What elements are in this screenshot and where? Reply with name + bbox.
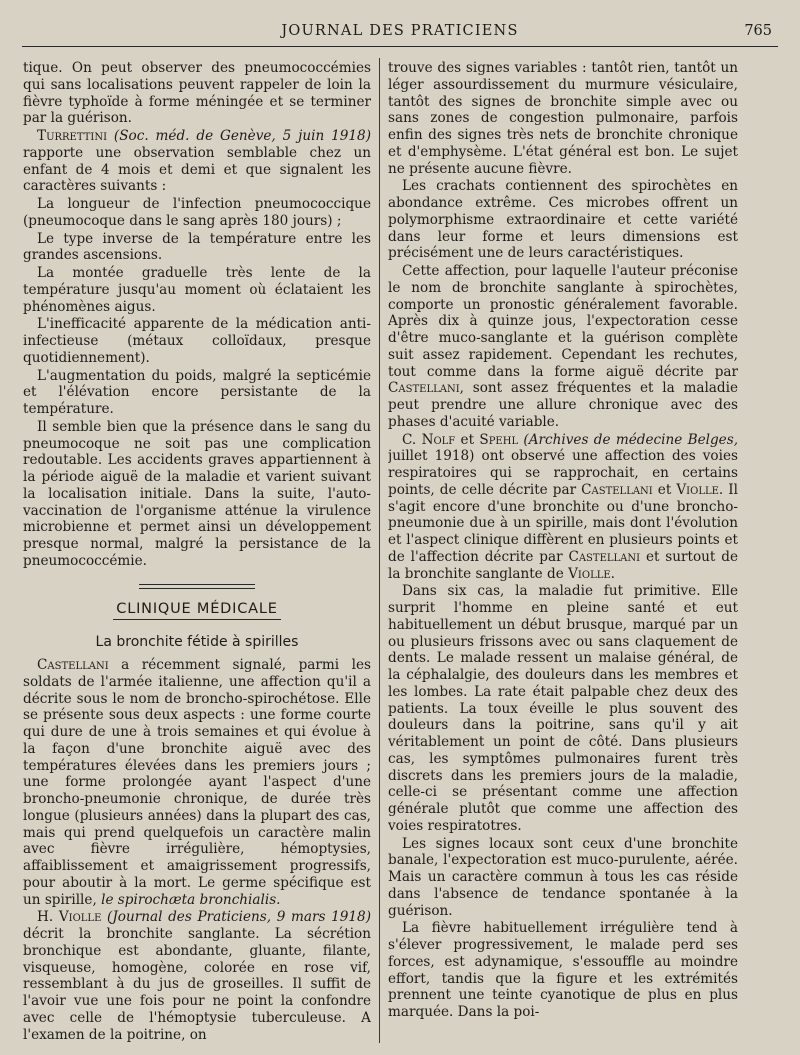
paragraph: L'augmentation du poids, malgré la septicémie et l'élévation encore persistante de la température.	[23, 367, 371, 417]
paragraph: La fièvre habituellement irrégulière tend à s'élever progressivement, le malade perd ses forces, est adynamique, s'essouffle au moindre effort, tandis que la figure et les extrémités prennent une teinte cyanotique de plus en plus marquée. Dans la poi-	[388, 920, 738, 1020]
author-name: Violle	[568, 565, 611, 582]
paragraph: Les crachats contiennent des spirochètes en abondance extrême. Ces microbes offrent un polymorphisme extraordinaire et cette variété dans leur forme et leurs dimensions est précisément une de leurs caractéristiques.	[388, 178, 738, 262]
paragraph: La longueur de l'infection pneumococcique (pneumocoque dans le sang après 180 jours) ;	[23, 196, 371, 229]
author-name: Castellani	[37, 657, 109, 673]
right-column	[388, 60, 738, 1045]
author-name: Castellani	[581, 481, 653, 498]
journal-title: JOURNAL DES PRATICIENS	[281, 23, 519, 39]
paragraph: tique. On peut observer des pneumococcémies qui sans localisations peuvent rappeler de loin la fièvre typhoïde à forme méningée et se terminer par la guérison.	[23, 60, 371, 127]
column-divider	[379, 58, 380, 1043]
author-name: Nolf	[421, 431, 456, 448]
left-column	[23, 60, 371, 1045]
author-name: H. Violle	[37, 909, 102, 926]
paragraph: Cette affection, pour laquelle l'auteur préconise le nom de bronchite sanglante à spirochètes, comporte un pronostic généralement favorable. Après dix à quinze jous, l'expectoration cesse d'être muco-sanglante et la guérison complète suit assez rapidement. Cependant les rechutes, tout comme dans la forme aiguë décrite par Castellani, sont assez fréquentes et la maladie peut prendre une allure chronique avec des phases d'acuité variable.	[388, 263, 738, 430]
section-underline	[113, 619, 281, 620]
paragraph: Il semble bien que la présence dans le sang du pneumocoque ne soit pas une complication redoutable. Les accidents graves appartiennent à la période aiguë de la maladie et varient suivant la localisation initiale. Dans la suite, l'auto-vaccination de l'organisme atténue la virulence microbienne et permet ainsi un développement presque normal, malgré la persistance de la pneumococcémie.	[23, 418, 371, 569]
section-rule	[139, 584, 255, 589]
paragraph: Le type inverse de la température entre les grandes ascensions.	[23, 230, 371, 264]
paragraph: H. Violle (Journal des Praticiens, 9 mars 1918) décrit la bronchite sanglante. La sécrétion bronchique est abondante, gluante, filante, visqueuse, homogène, colorée en rose vif, ressemblant à du jus de groseilles. Il suffit de l'avoir vue une fois pour ne point la confondre avec celle de l'hémoptysie tuberculeuse. A l'examen de la poitrine, on	[23, 909, 371, 1043]
article-title: La bronchite fétide à spirilles	[95, 634, 299, 651]
citation: (Journal des Praticiens, 9 mars 1918)	[107, 909, 371, 926]
page-number: 765	[744, 23, 772, 39]
species-name: le spirochæta bronchialis.	[101, 891, 281, 908]
paragraph: Dans six cas, la maladie fut primitive. Elle surprit l'homme en pleine santé et eut habituellement un début brusque, marqué par un ou plusieurs frissons avec ou sans claquement de dents. Le malade ressent un malaise général, de la céphalalgie, des douleurs dans les membres et les lombes. La rate était palpable chez deux des patients. La toux éveille le plus souvent des douleurs dans la poitrine, sans qu'il y ait véritablement un point de côté. Dans plusieurs cas, les symptômes pulmonaires furent très discrets dans les premiers jours de la maladie, celle-ci se présentant comme une affection générale plutôt que comme une affection des voies respiratotres.	[388, 583, 738, 834]
citation: (Archives de médecine Belges,	[518, 431, 738, 448]
paragraph: La montée graduelle très lente de la température jusqu'au moment où éclataient les phénomènes aigus.	[23, 265, 371, 315]
paragraph: Castellani a récemment signalé, parmi les soldats de l'armée italienne, une affection qu'il a décrite sous le nom de broncho-spirochétose. Elle se présente sous deux aspects : une forme courte qui dure de une à trois semaines et qui évolue à la façon d'une bronchite aiguë avec des températures élevées dans les premiers jours ; une forme prolongée ayant l'aspect d'une broncho-pneumonie chronique, de durée très longue (plusieurs années) dans la plupart des cas, mais qui prend quelquefois un caractère malin avec fièvre irrégulière, hémoptysies, affaiblissement et amaigrissement progressifs, pour aboutir à la mort. Le germe spécifique est un spirille, le spirochæta bronchialis.	[23, 657, 371, 908]
author-name: Castellani	[388, 380, 460, 397]
paragraph: C. Nolf et Spehl (Archives de médecine Belges, juillet 1918) ont observé une affection des voies respiratoires qui se rapprochait, en certains points, de celle décrite par Castellani et Violle. Il s'agit encore d'une bronchite ou d'une broncho-pneumonie due à un spirille, mais dont l'évolution et l'aspect clinique diffèrent en plusieurs points et de l'affection décrite par Castellani et surtout de la bronchite sanglante de Violle.	[388, 431, 738, 582]
author-name: Castellani	[568, 548, 641, 565]
paragraph: Turrettini (Soc. méd. de Genève, 5 juin 1918) rapporte une observation semblable chez un enfant de 4 mois et demi et que signalent les caractères suivants :	[23, 128, 371, 195]
section-title: CLINIQUE MÉDICALE	[116, 600, 278, 617]
author-name: Spehl	[479, 431, 519, 448]
author-name: Turrettini	[37, 128, 108, 144]
paragraph: L'inefficacité apparente de la médication anti-infectieuse (métaux colloïdaux, presque quotidiennement).	[23, 316, 371, 366]
author-name: Violle	[676, 481, 719, 498]
citation: (Soc. méd. de Genève, 5 juin 1918)	[113, 128, 371, 144]
paragraph: trouve des signes variables : tantôt rien, tantôt un léger assourdissement du murmure vésiculaire, tantôt des signes de bronchite simple avec ou sans zones de congestion pulmonaire, parfois enfin des signes très nets de bronchite chronique et d'emphysème. L'état général est bon. Le sujet ne présente aucune fièvre.	[388, 60, 738, 177]
paragraph: Les signes locaux sont ceux d'une bronchite banale, l'expectoration est muco-purulente, aérée. Mais un caractère commun à tous les cas réside dans l'absence de tendance spontanée à la guérison.	[388, 835, 738, 919]
running-header	[22, 20, 778, 47]
